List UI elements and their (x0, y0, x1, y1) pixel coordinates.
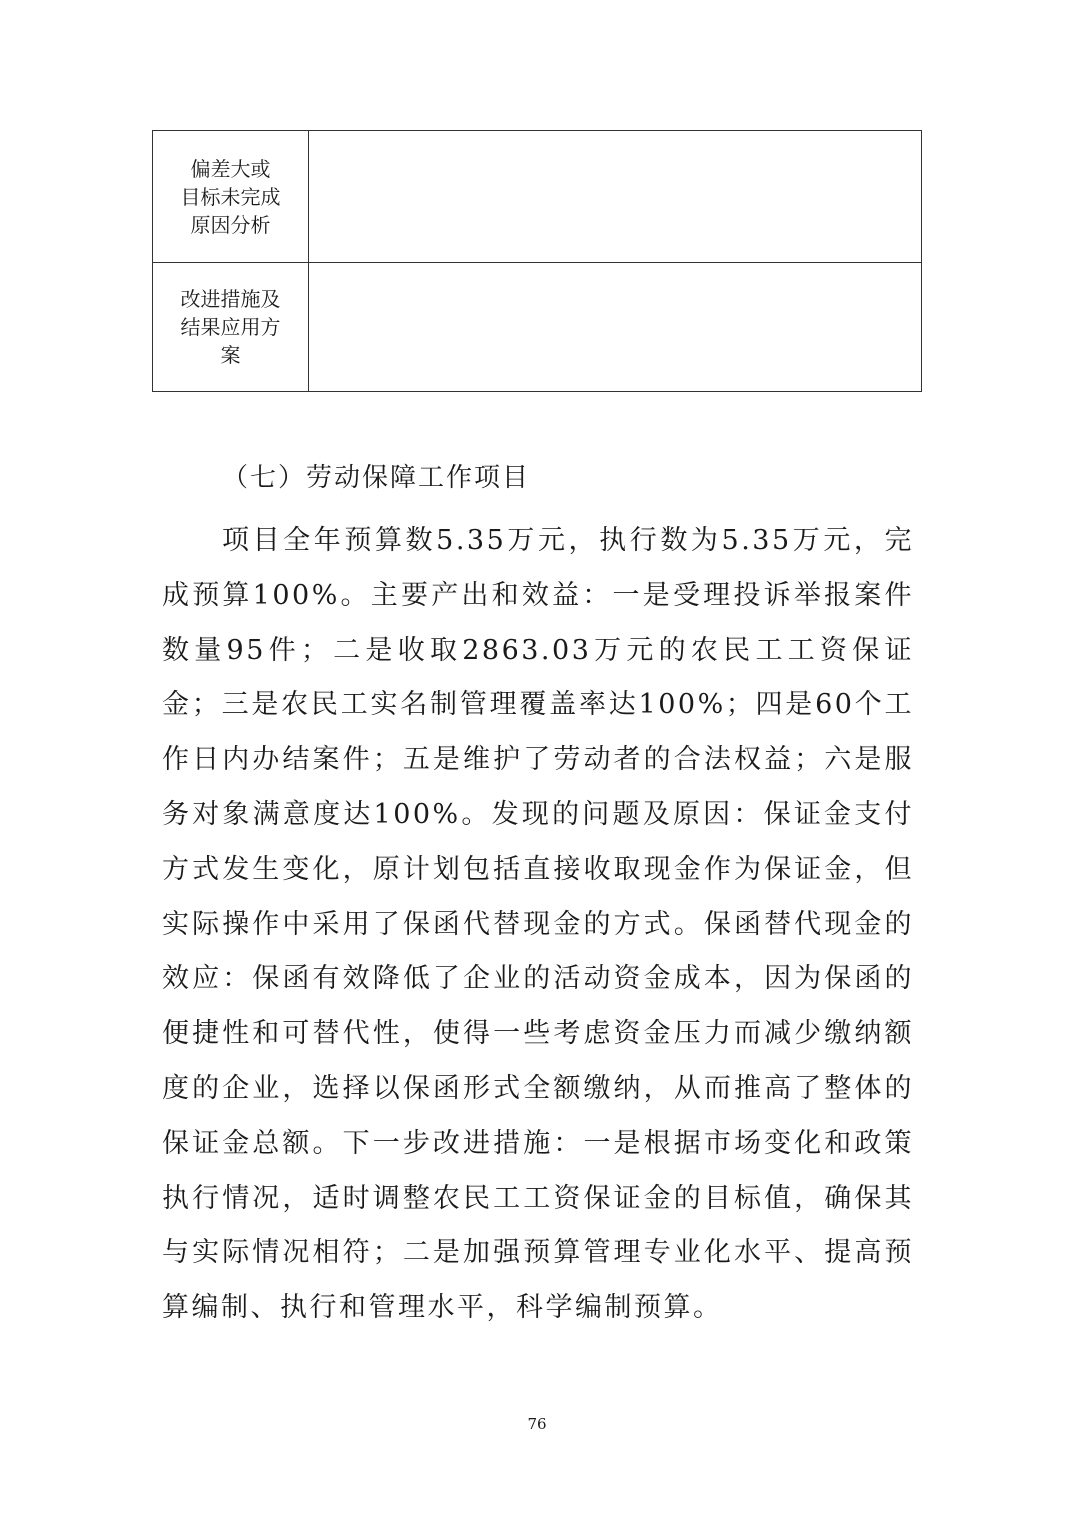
section-heading: （七）劳动保障工作项目 (222, 463, 531, 493)
table-row (153, 131, 922, 263)
row-content-improvement-measures (309, 263, 922, 392)
row-label-deviation-analysis (153, 131, 309, 263)
section-paragraph: 项目全年预算数5.35万元，执行数为5.35万元，完成预算100%。主要产出和效益：一是受理投诉举报案件数量95件；二是收取2863.03万元的农民工工资保证金；三是农民工实名制管理覆盖率达100%；四是60个工作日内办结案件；五是维护了劳动者的合法权益；六是服务对象满意度达100%。发现的问题及原因：保证金支付方式发生变化，原计划包括直接收取现金作为保证金，但实际操作中采用了保函代替现金的方式。保函替代现金的效应：保函有效降低了企业的活动资金成本，因为保函的便捷性和可替代性，使得一些考虑资金压力而减少缴纳额度的企业，选择以保函形式全额缴纳，从而推高了整体的保证金总额。下一步改进措施：一是根据市场变化和政策执行情况，适时调整农民工工资保证金的目标值，确保其与实际情况相符；二是加强预算管理专业化水平、提高预算编制、执行和管理水平，科学编制预算。 (162, 525, 914, 1324)
row-label-improvement-measures (153, 263, 309, 392)
table-row (153, 263, 922, 392)
row-content-deviation-analysis (309, 131, 922, 263)
evaluation-table (152, 130, 922, 392)
label-line: 结果应用方 (180, 315, 281, 339)
page-number: 76 (527, 1415, 547, 1433)
label-line: 原因分析 (190, 212, 271, 237)
label-line: 目标未完成 (180, 184, 281, 209)
label-line: 案 (220, 343, 241, 367)
label-line: 改进措施及 (180, 287, 281, 311)
label-line: 偏差大或 (190, 156, 271, 181)
